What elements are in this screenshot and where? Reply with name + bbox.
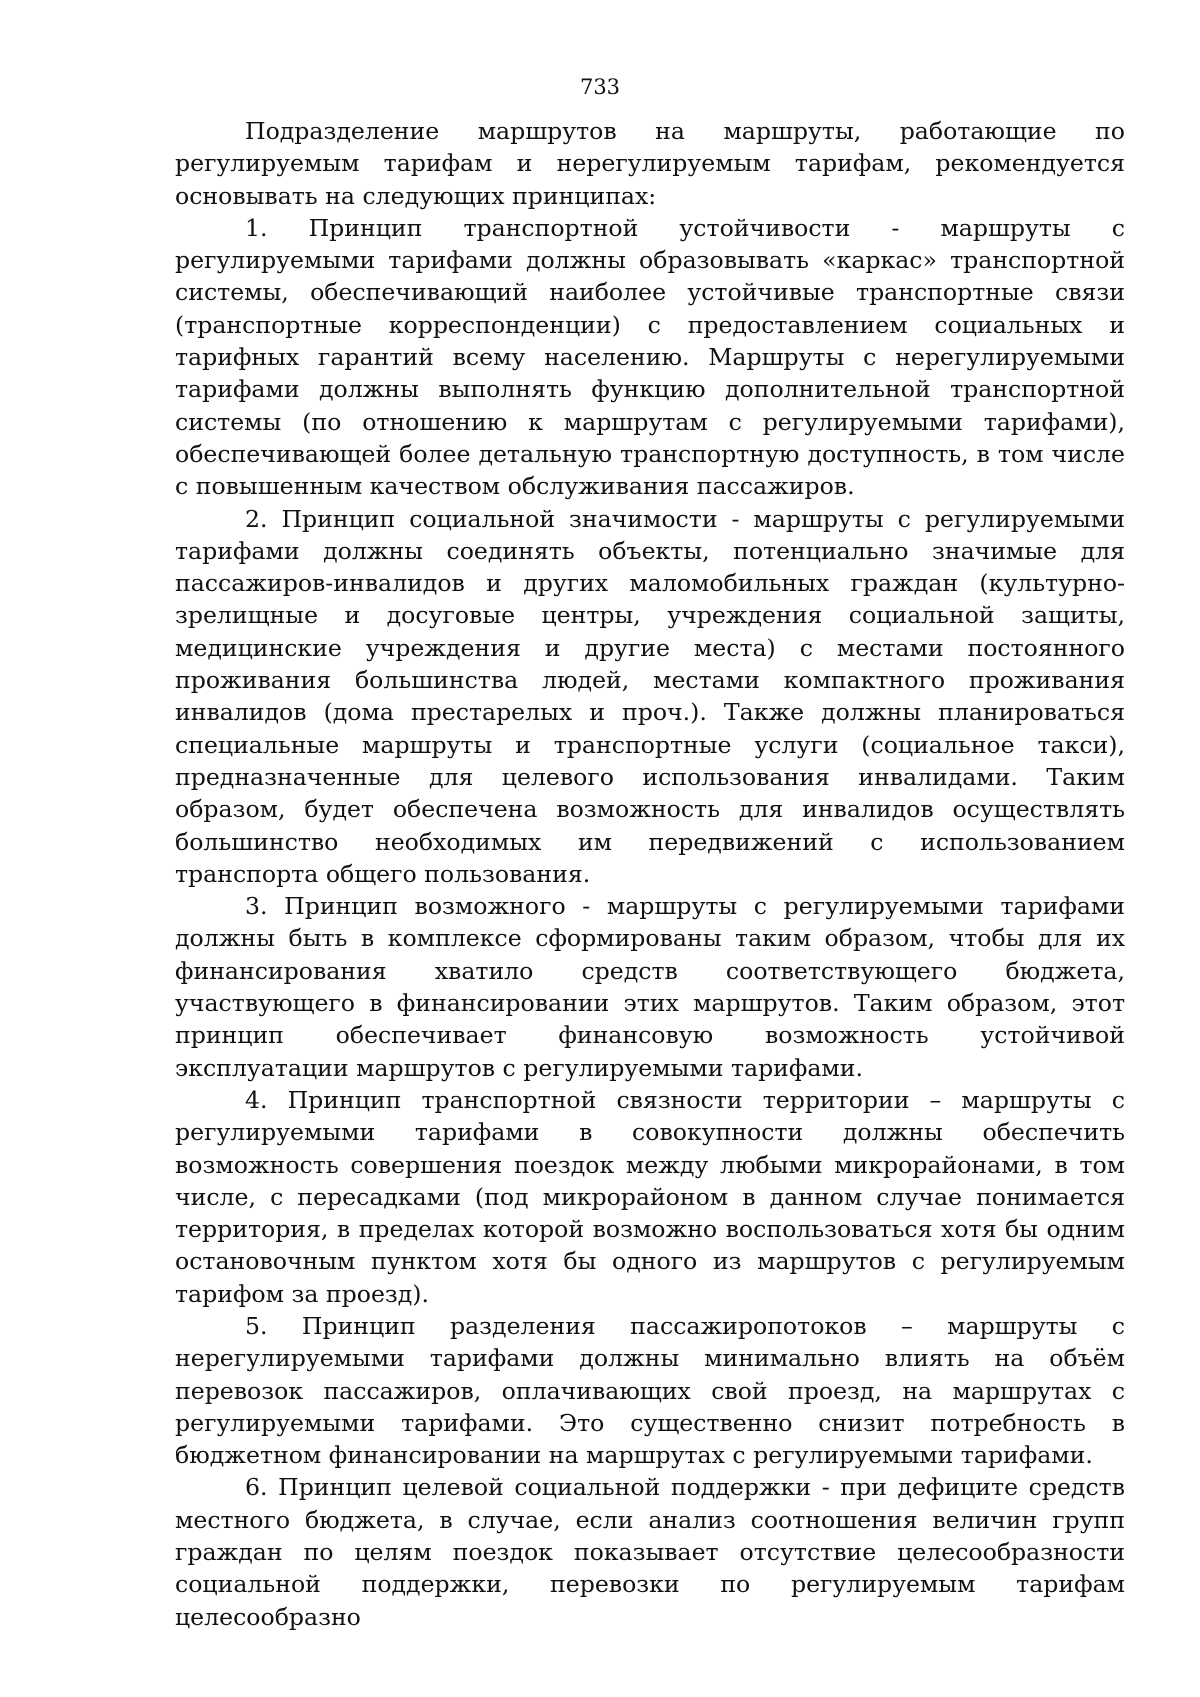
- paragraph-text: Принцип целевой социальной поддержки - при дефиците средств местного бюджета, в случае, если анализ соотношения величин групп граждан по целям поездок показывает отсутствие целесообразности социальной поддержки, перевозки по регулируемым тарифам целесообразно: [175, 1473, 1126, 1631]
- paragraph-text: Принцип транспортной связности территории – маршруты с регулируемыми тарифами в совокупности должны обеспечить возможность совершения поездок между любыми микрорайонами, в том числе, с пересадками (под микрорайоном в данном случае понимается территория, в пределах которой возможно воспользоваться хотя бы одним остановочным пунктом хотя бы одного из маршрутов с регулируемым тарифом за проезд).: [175, 1085, 1125, 1308]
- paragraph-text: Принцип разделения пассажиропотоков – маршруты с нерегулируемыми тарифами должны минимально влиять на объём перевозок пассажиров, оплачивающих свой проезд, на маршрутах с регулируемыми тарифами. Это существенно снизит потребность в бюджетном финансировании на маршрутах с регулируемыми тарифами.: [175, 1311, 1126, 1470]
- principle-2-paragraph: [175, 503, 1125, 891]
- list-number: 3.: [245, 892, 268, 921]
- paragraph-text: Принцип возможного - маршруты с регулируемыми тарифами должны быть в комплексе сформированы таким образом, чтобы для их финансирования хватило средств соответствующего бюджета, участвующего в финансировании этих маршрутов. Таким образом, этот принцип обеспечивает финансовую возможность устойчивой эксплуатации маршрутов с регулируемыми тарифами.: [175, 892, 1126, 1082]
- intro-paragraph: [175, 115, 1125, 212]
- principle-4-paragraph: [175, 1084, 1125, 1310]
- principle-1-paragraph: [175, 212, 1125, 503]
- paragraph-text: Принцип транспортной устойчивости - маршруты с регулируемыми тарифами должны образовывать «каркас» транспортной системы, обеспечивающий наиболее устойчивые транспортные связи (транспортные корреспонденции) с предоставлением социальных и тарифных гарантий всему населению. Маршруты с нерегулируемыми тарифами должны выполнять функцию дополнительной транспортной системы (по отношению к маршрутам с регулируемыми тарифами), обеспечивающей более детальную транспортную доступность, в том числе с повышенным качеством обслуживания пассажиров.: [175, 213, 1126, 501]
- body-text: [175, 115, 1125, 1633]
- page-number: 733: [579, 75, 621, 99]
- principle-5-paragraph: [175, 1310, 1125, 1471]
- principle-3-paragraph: [175, 890, 1125, 1084]
- list-number: 1.: [245, 213, 268, 242]
- list-number: 6.: [245, 1473, 268, 1502]
- paragraph-text: Подразделение маршрутов на маршруты, работающие по регулируемым тарифам и нерегулируемым тарифам, рекомендуется основывать на следующих принципах:: [175, 117, 1125, 210]
- list-number: 5.: [245, 1311, 268, 1340]
- list-number: 4.: [245, 1085, 268, 1114]
- paragraph-text: Принцип социальной значимости - маршруты с регулируемыми тарифами должны соединять объекты, потенциально значимые для пассажиров-инвалидов и других маломобильных граждан (культурно-зрелищные и досуговые центры, учреждения социальной защиты, медицинские учреждения и другие места) с местами постоянного проживания большинства людей, местами компактного проживания инвалидов (дома престарелых и проч.). Также должны планироваться специальные маршруты и транспортные услуги (социальное такси), предназначенные для целевого использования инвалидами. Таким образом, будет обеспечена возможность для инвалидов осуществлять большинство необходимых им передвижений с использованием транспорта общего пользования.: [175, 504, 1126, 888]
- list-number: 2.: [245, 504, 268, 533]
- principle-6-paragraph: [175, 1471, 1125, 1632]
